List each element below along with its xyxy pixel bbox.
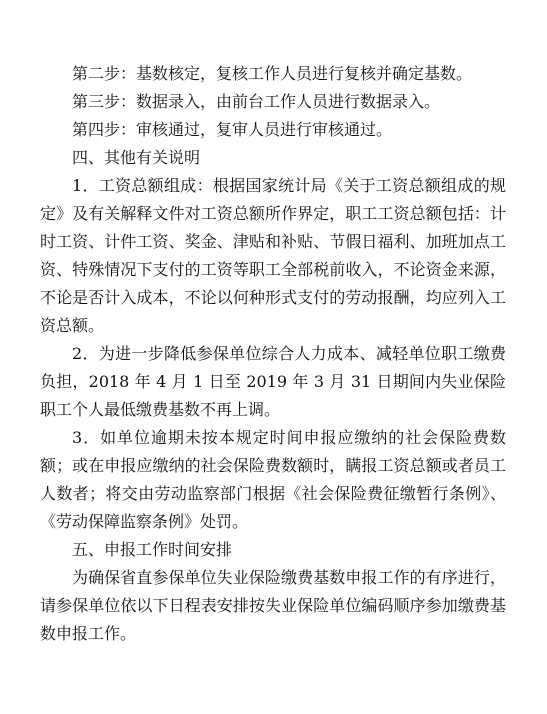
step-four-paragraph: 第四步：审核通过，复审人员进行审核通过。: [72, 120, 393, 139]
step-three-paragraph: 第三步：数据录入，由前台工作人员进行数据录入。: [72, 92, 441, 111]
note-2-paragraph: 2．为进一步降低参保单位综合人力成本、减轻单位职工缴费负担，2018 年 4 月 1 日至 2019 年 3 月 31 日期间内失业保险职工个人最低缴费基数不再上调。: [40, 344, 506, 419]
step-two-paragraph: 第二步：基数核定，复核工作人员进行复核并确定基数。: [72, 64, 473, 83]
section-heading-other-notes: 四、其他有关说明: [72, 148, 201, 167]
note-1-paragraph: 1．工资总额组成：根据国家统计局《关于工资总额组成的规定》及有关解释文件对工资总额所作界定，职工工资总额包括：计时工资、计件工资、奖金、津贴和补贴、节假日福利、加班加点工资、特殊情况下支付的工资等职工全部税前收入，不论资金来源，不论是否计入成本，不论以何种形式支付的劳动报酬，均应列入工资总额。: [40, 176, 506, 335]
section-heading-schedule: 五、申报工作时间安排: [72, 540, 233, 559]
schedule-intro-paragraph: 为确保省直参保单位失业保险缴费基数申报工作的有序进行，请参保单位依以下日程表安排按失业保险单位编码顺序参加缴费基数申报工作。: [40, 568, 506, 643]
note-3-paragraph: 3．如单位逾期未按本规定时间申报应缴纳的社会保险费数额；或在申报应缴纳的社会保险费数额时，瞒报工资总额或者员工人数者；将交由劳动监察部门根据《社会保险费征缴暂行条例》、《劳动保障监察条例》处罚。: [40, 428, 506, 531]
document-body: [40, 60, 506, 648]
